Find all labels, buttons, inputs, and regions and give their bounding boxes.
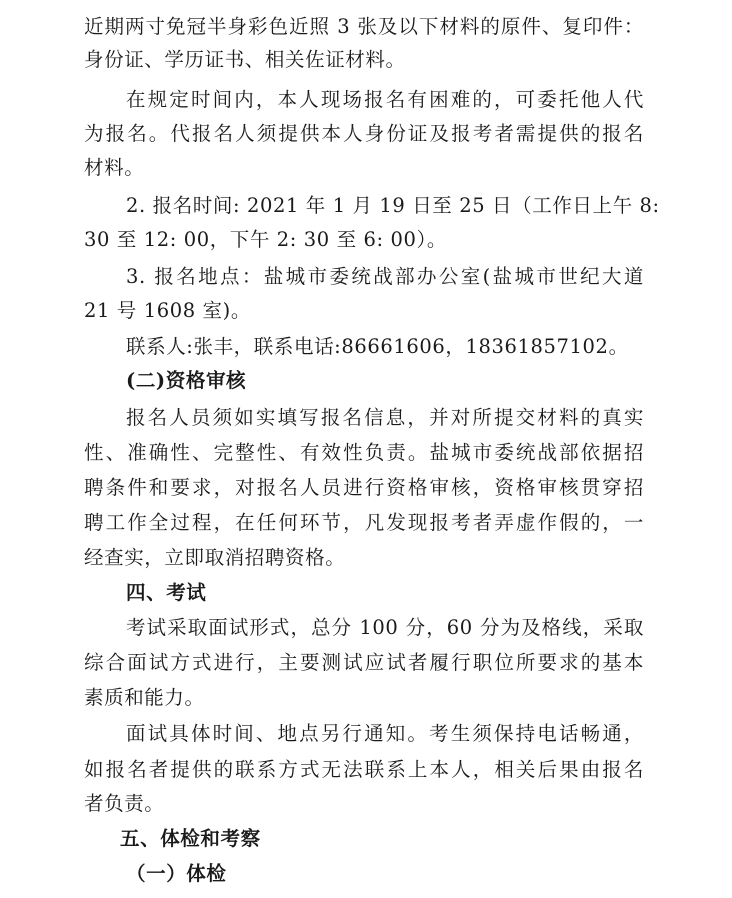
- section-heading-exam: 四、考试: [126, 581, 207, 604]
- body-text-line: 者负责。: [84, 792, 165, 815]
- body-text-line: 报名人员须如实填写报名信息，并对所提交材料的真实: [126, 406, 644, 429]
- body-text-line: 综合面试方式进行，主要测试应试者履行职位所要求的基本: [84, 651, 644, 674]
- subsection-heading-physical-exam: （一）体检: [126, 862, 227, 885]
- body-text-line: 如报名者提供的联系方式无法联系上本人，相关后果由报名: [84, 758, 644, 781]
- body-text-line: 考试采取面试形式，总分 100 分，60 分为及格线，采取: [126, 616, 644, 639]
- body-text-line: 素质和能力。: [84, 686, 205, 709]
- body-text-line: 面试具体时间、地点另行通知。考生须保持电话畅通，: [126, 722, 644, 745]
- body-text-line: 身份证、学历证书、相关佐证材料。: [84, 48, 406, 71]
- body-text-line: 21 号 1608 室)。: [84, 299, 251, 322]
- body-text-line: 3. 报名地点：盐城市委统战部办公室(盐城市世纪大道: [126, 265, 644, 288]
- body-text-line: 材料。: [84, 156, 145, 179]
- body-text-line: 性、准确性、完整性、有效性负责。盐城市委统战部依据招: [84, 441, 644, 464]
- body-text-line: 经查实，立即取消招聘资格。: [84, 546, 346, 569]
- body-text-line: 30 至 12: 00，下午 2: 30 至 6: 00）。: [84, 228, 447, 251]
- section-heading-qualification-review: (二)资格审核: [126, 369, 247, 392]
- body-text-line: 近期两寸免冠半身彩色近照 3 张及以下材料的原件、复印件：: [84, 15, 644, 38]
- section-heading-physical-exam-and-inspection: 五、体检和考察: [120, 827, 261, 850]
- body-text-line: 聘条件和要求，对报名人员进行资格审核，资格审核贯穿招: [84, 476, 644, 499]
- body-text-line: 2. 报名时间: 2021 年 1 月 19 日至 25 日（工作日上午 8:: [126, 194, 660, 217]
- contact-line: 联系人:张丰，联系电话:86661606，18361857102。: [126, 335, 629, 358]
- body-text-line: 聘工作全过程，在任何环节，凡发现报考者弄虚作假的，一: [84, 511, 644, 534]
- body-text-line: 在规定时间内，本人现场报名有困难的，可委托他人代: [126, 88, 644, 111]
- body-text-line: 为报名。代报名人须提供本人身份证及报考者需提供的报名: [84, 122, 644, 145]
